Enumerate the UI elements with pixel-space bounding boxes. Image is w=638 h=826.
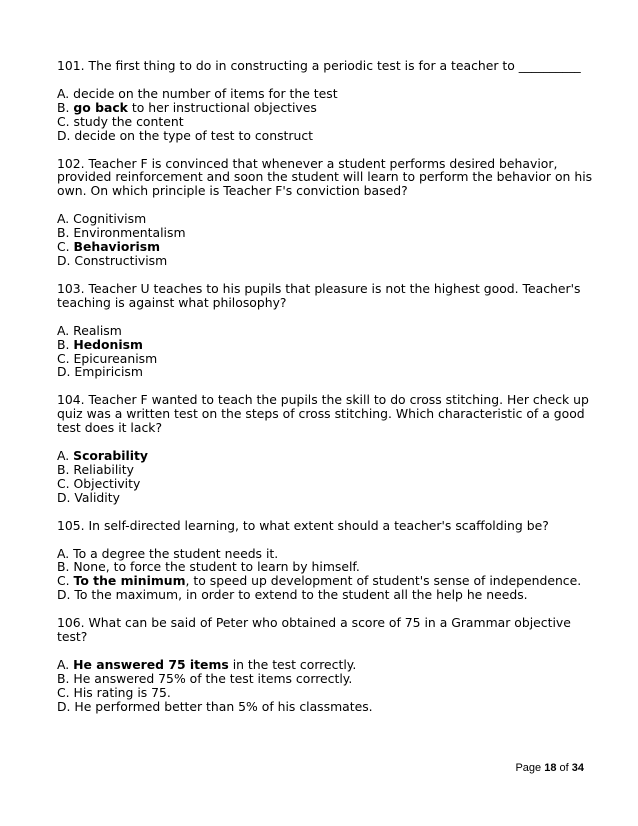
- option-prefix: D.: [57, 252, 75, 268]
- page-footer: [515, 762, 584, 774]
- option-prefix: A.: [57, 211, 74, 227]
- option-text: Epicureanism: [73, 350, 158, 366]
- option-prefix: A.: [57, 545, 74, 561]
- option-a: [57, 658, 597, 672]
- option-c: [57, 240, 597, 254]
- option-prefix: A.: [57, 657, 74, 672]
- option-prefix: A.: [57, 448, 74, 464]
- option-text: Environmentalism: [73, 225, 186, 241]
- option-text: Objectivity: [73, 475, 141, 491]
- option-answer-highlight: Behaviorism: [73, 239, 161, 255]
- option-text: Validity: [74, 489, 120, 505]
- option-text: to her instructional objectives: [127, 99, 317, 115]
- option-c: [57, 477, 597, 491]
- option-prefix: D.: [57, 587, 75, 603]
- option-text: His rating is 75.: [73, 684, 171, 700]
- document-body: [57, 59, 597, 728]
- option-a: [57, 87, 597, 101]
- option-prefix: B.: [57, 559, 74, 575]
- option-prefix: C.: [57, 350, 74, 366]
- option-d: [57, 254, 597, 268]
- option-prefix: D.: [57, 364, 75, 380]
- option-prefix: A.: [57, 85, 74, 101]
- option-a: [57, 547, 597, 561]
- question-stem: 102. Teacher F is convinced that whenever a student performs desired behavior, provided reinforcement and soon the student will learn to perform the behavior on his own. On which principle is Teacher F's conviction based?: [57, 155, 593, 199]
- option-answer-highlight: Hedonism: [73, 336, 143, 352]
- question-stem: 106. What can be said of Peter who obtained a score of 75 in a Grammar objective test?: [57, 615, 571, 645]
- option-prefix: A.: [57, 322, 74, 338]
- option-prefix: B.: [57, 99, 74, 115]
- question-stem: 103. Teacher U teaches to his pupils that pleasure is not the highest good. Teacher's teaching is against what philosophy?: [57, 280, 581, 310]
- option-d: [57, 365, 597, 379]
- option-answer-highlight: To the minimum: [73, 573, 186, 589]
- option-text: To a degree the student needs it.: [73, 545, 279, 561]
- option-text: He answered 75% of the test items correctly.: [73, 670, 353, 686]
- option-text: study the content: [73, 113, 184, 129]
- option-prefix: B.: [57, 670, 74, 686]
- option-list: [57, 87, 597, 143]
- option-b: [57, 672, 597, 686]
- question-105: [57, 519, 597, 603]
- option-text: Reliability: [73, 461, 134, 477]
- option-text: decide on the number of items for the test: [73, 85, 338, 101]
- option-prefix: C.: [57, 573, 74, 589]
- option-a: [57, 449, 597, 463]
- option-prefix: C.: [57, 239, 74, 255]
- question-stem: 104. Teacher F wanted to teach the pupils the skill to do cross stitching. Her check up quiz was a written test on the steps of cross stitching. Which characteristic of a good test does it lack?: [57, 392, 589, 436]
- option-list: [57, 449, 597, 505]
- option-list: [57, 547, 597, 603]
- question-stem: 101. The first thing to do in constructing a periodic test is for a teacher to __________: [57, 58, 581, 73]
- page-word: Page: [515, 762, 545, 774]
- option-b: [57, 560, 597, 574]
- option-prefix: D.: [57, 127, 75, 143]
- option-c: [57, 574, 597, 588]
- option-text: in the test correctly.: [228, 657, 357, 672]
- option-prefix: C.: [57, 475, 74, 491]
- question-103: [57, 282, 597, 379]
- option-d: [57, 129, 597, 143]
- option-d: [57, 491, 597, 505]
- option-c: [57, 686, 597, 700]
- option-answer-highlight: go back: [73, 99, 128, 115]
- option-b: [57, 226, 597, 240]
- option-b: [57, 463, 597, 477]
- option-c: [57, 352, 597, 366]
- option-prefix: B.: [57, 225, 74, 241]
- option-prefix: B.: [57, 461, 74, 477]
- question-stem: 105. In self-directed learning, to what extent should a teacher's scaffolding be?: [57, 517, 549, 533]
- option-list: [57, 324, 597, 380]
- option-d: [57, 588, 597, 602]
- option-prefix: D.: [57, 489, 75, 505]
- question-106: [57, 616, 597, 713]
- option-prefix: B.: [57, 336, 74, 352]
- option-answer-highlight: Scorability: [73, 448, 149, 464]
- page-number: 18: [544, 762, 557, 774]
- question-102: [57, 157, 597, 268]
- option-text: Cognitivism: [73, 211, 147, 227]
- option-b: [57, 101, 597, 115]
- option-text: Constructivism: [74, 252, 168, 268]
- question-101: [57, 59, 597, 143]
- option-b: [57, 338, 597, 352]
- option-text: decide on the type of test to construct: [74, 127, 314, 143]
- option-a: [57, 212, 597, 226]
- option-text: Realism: [73, 322, 122, 338]
- option-answer-highlight: He answered 75 items: [73, 657, 229, 672]
- option-prefix: C.: [57, 113, 74, 129]
- option-a: [57, 324, 597, 338]
- option-list: [57, 658, 597, 714]
- option-text: Empiricism: [74, 364, 143, 380]
- option-text: None, to force the student to learn by himself.: [73, 559, 360, 575]
- option-c: [57, 115, 597, 129]
- question-104: [57, 393, 597, 504]
- option-d: [57, 700, 597, 714]
- option-list: [57, 212, 597, 268]
- option-text: He performed better than 5% of his classmates.: [74, 698, 373, 714]
- option-text: , to speed up development of student's sense of independence.: [185, 573, 582, 589]
- option-prefix: D.: [57, 698, 75, 714]
- page-total: 34: [571, 762, 584, 774]
- option-prefix: C.: [57, 684, 74, 700]
- option-text: To the maximum, in order to extend to the student all the help he needs.: [74, 587, 528, 603]
- of-word: of: [556, 762, 572, 774]
